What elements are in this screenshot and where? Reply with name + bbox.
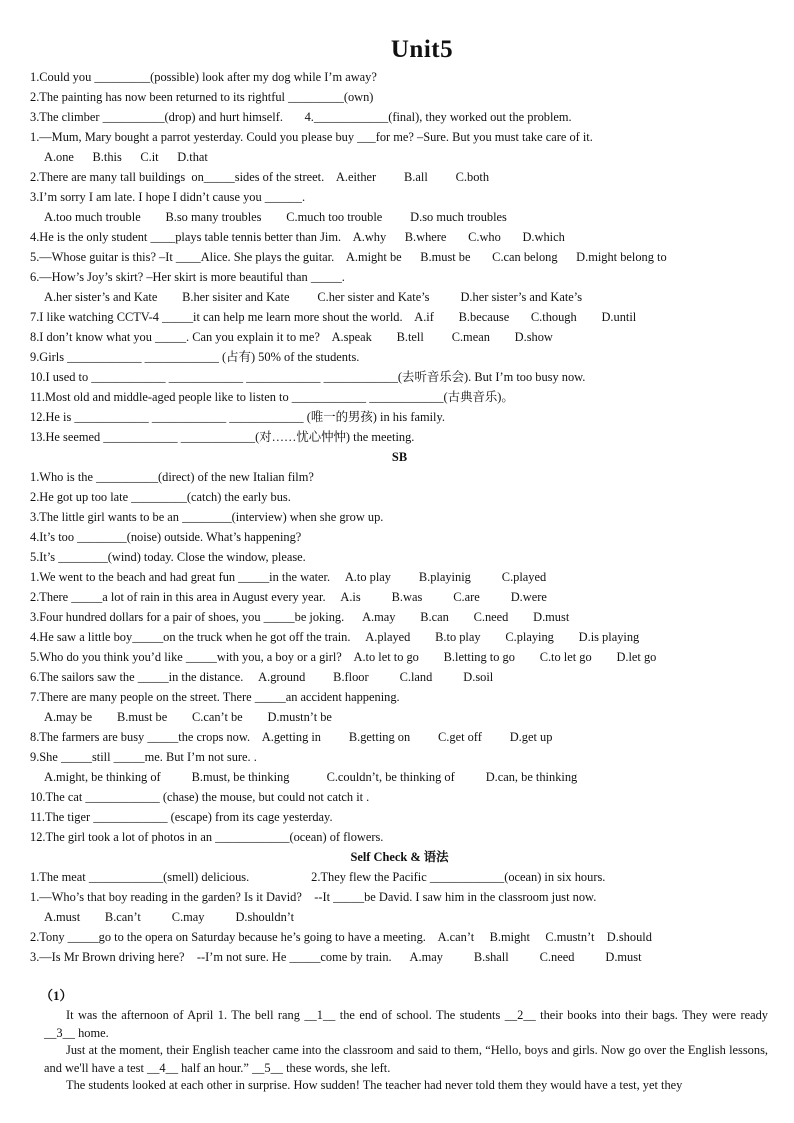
passage-paragraph: The students looked at each other in surprise. How sudden! The teacher had never told them they would have a test, yet they: [66, 1078, 683, 1092]
question-line: 11.Most old and middle-aged people like to listen to ____________ ____________(古典音乐)。: [30, 390, 514, 404]
question-line: 2.He got up too late _________(catch) the early bus.: [30, 490, 291, 504]
question-line: 12.The girl took a lot of photos in an ____________(ocean) of flowers.: [30, 830, 384, 844]
question-line: 10.I used to ____________ ____________ ____________ ____________(去听音乐会). But I’m too busy now.: [30, 370, 586, 384]
question-line: 8.The farmers are busy _____the crops now. A.getting in B.getting on C.get off D.get up: [30, 730, 553, 744]
page-title: Unit5: [390, 36, 454, 63]
passage-paragraph: Just at the moment, their English teacher came into the classroom and said to them, “Hello, boys and girls. Now go over the English lessons, and we'll have a test __4__ half an hour.” __5__ these words, she left.: [44, 1043, 768, 1075]
options-line: A.must B.can’t C.may D.shouldn’t: [44, 910, 295, 924]
question-line: 3.The little girl wants to be an ________(interview) when she grow up.: [30, 510, 384, 524]
question-line: 8.I don’t know what you _____. Can you explain it to me? A.speak B.tell C.mean D.show: [30, 330, 553, 344]
question-line: 2.The painting has now been returned to its rightful _________(own): [30, 90, 374, 104]
question-line: 5.It’s ________(wind) today. Close the window, please.: [30, 550, 306, 564]
options-line: A.too much trouble B.so many troubles C.much too trouble D.so much troubles: [44, 210, 507, 224]
question-line: 3.I’m sorry I am late. I hope I didn’t cause you ______.: [30, 190, 306, 204]
question-line: 1.Who is the __________(direct) of the new Italian film?: [30, 470, 314, 484]
question-line: 2.There _____a lot of rain in this area in August every year. A.is B.was C.are D.were: [30, 590, 547, 604]
question-line: 1.We went to the beach and had great fun _____in the water. A.to play B.playinig C.played: [30, 570, 547, 584]
question-line: 1.—Mum, Mary bought a parrot yesterday. Could you please buy ___for me? –Sure. But you must take care of it.: [30, 130, 593, 144]
passage-paragraph: It was the afternoon of April 1. The bell rang __1__ the end of school. The students __2__ their books into their bags. They were ready __3__ home.: [44, 1008, 768, 1040]
question-line: 10.The cat ____________ (chase) the mouse, but could not catch it .: [30, 790, 370, 804]
passage-label: （1）: [40, 988, 73, 1003]
question-line: 3.—Is Mr Brown driving here? --I’m not sure. He _____come by train. A.may B.shall C.need D.must: [30, 950, 642, 964]
question-line: 4.He saw a little boy_____on the truck when he got off the train. A.played B.to play C.playing D.is playing: [30, 630, 640, 644]
question-line: 9.Girls ____________ ____________ (占有) 50% of the students.: [30, 350, 360, 364]
question-line: 4.He is the only student ____plays table tennis better than Jim. A.why B.where C.who D.which: [30, 230, 565, 244]
question-line: 2.There are many tall buildings on_____sides of the street. A.either B.all C.both: [30, 170, 490, 184]
question-line: 4.It’s too ________(noise) outside. What’s happening?: [30, 530, 302, 544]
question-line: 13.He seemed ____________ ____________(对……忧心忡忡) the meeting.: [30, 430, 415, 444]
question-line: 1.The meat ____________(smell) delicious. 2.They flew the Pacific ____________(ocean) in six hours.: [30, 870, 606, 884]
question-line: 1.Could you _________(possible) look after my dog while I’m away?: [30, 70, 377, 84]
question-line: 7.There are many people on the street. There _____an accident happening.: [30, 690, 400, 704]
question-line: 3.Four hundred dollars for a pair of shoes, you _____be joking. A.may B.can C.need D.must: [30, 610, 570, 624]
question-line: 11.The tiger ____________ (escape) from its cage yesterday.: [30, 810, 333, 824]
question-line: 12.He is ____________ ____________ ____________ (唯一的男孩) in his family.: [30, 410, 445, 424]
question-line: 3.The climber __________(drop) and hurt himself. 4.____________(final), they worked out the problem.: [30, 110, 572, 124]
options-line: A.her sister’s and Kate B.her sisiter and Kate C.her sister and Kate’s D.her sister’s and Kate’s: [44, 290, 583, 304]
options-line: A.might, be thinking of B.must, be thinking C.couldn’t, be thinking of D.can, be thinking: [44, 770, 578, 784]
question-line: 7.I like watching CCTV-4 _____it can help me learn more shout the world. A.if B.because C.though D.until: [30, 310, 637, 324]
section-heading-sb: SB: [391, 450, 408, 464]
question-line: 6.—How’s Joy’s skirt? –Her skirt is more beautiful than _____.: [30, 270, 345, 284]
options-line: A.may be B.must be C.can’t be D.mustn’t be: [44, 710, 332, 724]
question-line: 5.—Whose guitar is this? –It ____Alice. She plays the guitar. A.might be B.must be C.can belong D.might belong to: [30, 250, 667, 264]
question-line: 9.She _____still _____me. But I’m not sure. .: [30, 750, 257, 764]
question-line: 1.—Who’s that boy reading in the garden? Is it David? --It _____be David. I saw him in the classroom just now.: [30, 890, 597, 904]
section-heading-self-check: Self Check & 语法: [350, 850, 449, 864]
options-line: A.one B.this C.it D.that: [44, 150, 208, 164]
question-line: 6.The sailors saw the _____in the distance. A.ground B.floor C.land D.soil: [30, 670, 494, 684]
question-line: 5.Who do you think you’d like _____with you, a boy or a girl? A.to let to go B.letting to go C.to let go D.let go: [30, 650, 657, 664]
question-line: 2.Tony _____go to the opera on Saturday because he’s going to have a meeting. A.can’t B.might C.mustn’t D.should: [30, 930, 652, 944]
